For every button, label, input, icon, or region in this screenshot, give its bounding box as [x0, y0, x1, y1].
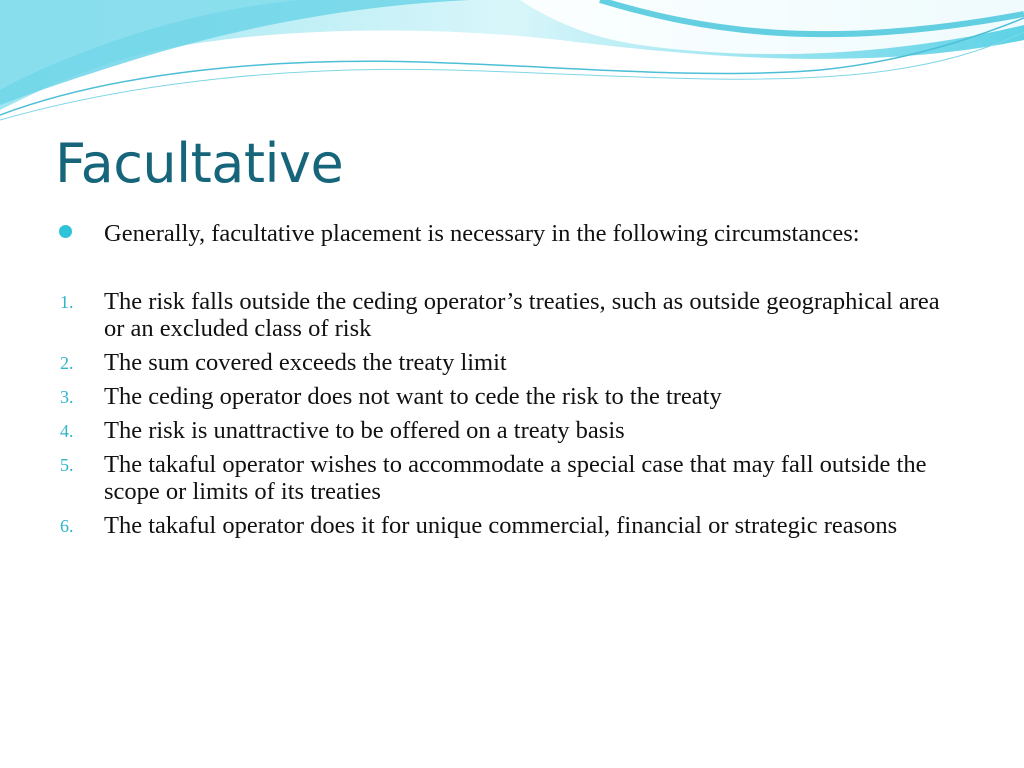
list-item-text: The risk is unattractive to be offered on a treaty basis	[104, 417, 625, 444]
list-number: 4.	[60, 421, 74, 441]
list-item	[60, 417, 954, 444]
bullet-dot-icon	[59, 225, 72, 238]
wave-header-decoration	[0, 0, 1024, 130]
list-item-text: The takaful operator wishes to accommodate a special case that may fall outside the scope or limits of its treaties	[104, 451, 927, 505]
list-number: 2.	[60, 353, 74, 373]
circumstances-list	[0, 288, 1024, 539]
list-item	[60, 288, 954, 342]
list-item-text: The takaful operator does it for unique commercial, financial or strategic reasons	[104, 512, 898, 539]
list-item-text: The sum covered exceeds the treaty limit	[104, 349, 507, 376]
list-item	[60, 451, 954, 505]
intro-bullet	[104, 220, 954, 247]
list-item	[60, 383, 954, 410]
list-item-text: The risk falls outside the ceding operator’s treaties, such as outside geographical area or an excluded class of risk	[104, 288, 940, 342]
slide-body	[0, 220, 1024, 546]
list-item	[60, 512, 954, 539]
list-number: 1.	[60, 292, 74, 312]
list-item	[60, 349, 954, 376]
list-number: 6.	[60, 516, 74, 536]
intro-text: Generally, facultative placement is necessary in the following circumstances:	[104, 220, 860, 247]
list-number: 3.	[60, 387, 74, 407]
slide-title: Facultative	[55, 132, 344, 195]
list-item-text: The ceding operator does not want to cede the risk to the treaty	[104, 383, 722, 410]
list-number: 5.	[60, 455, 74, 475]
